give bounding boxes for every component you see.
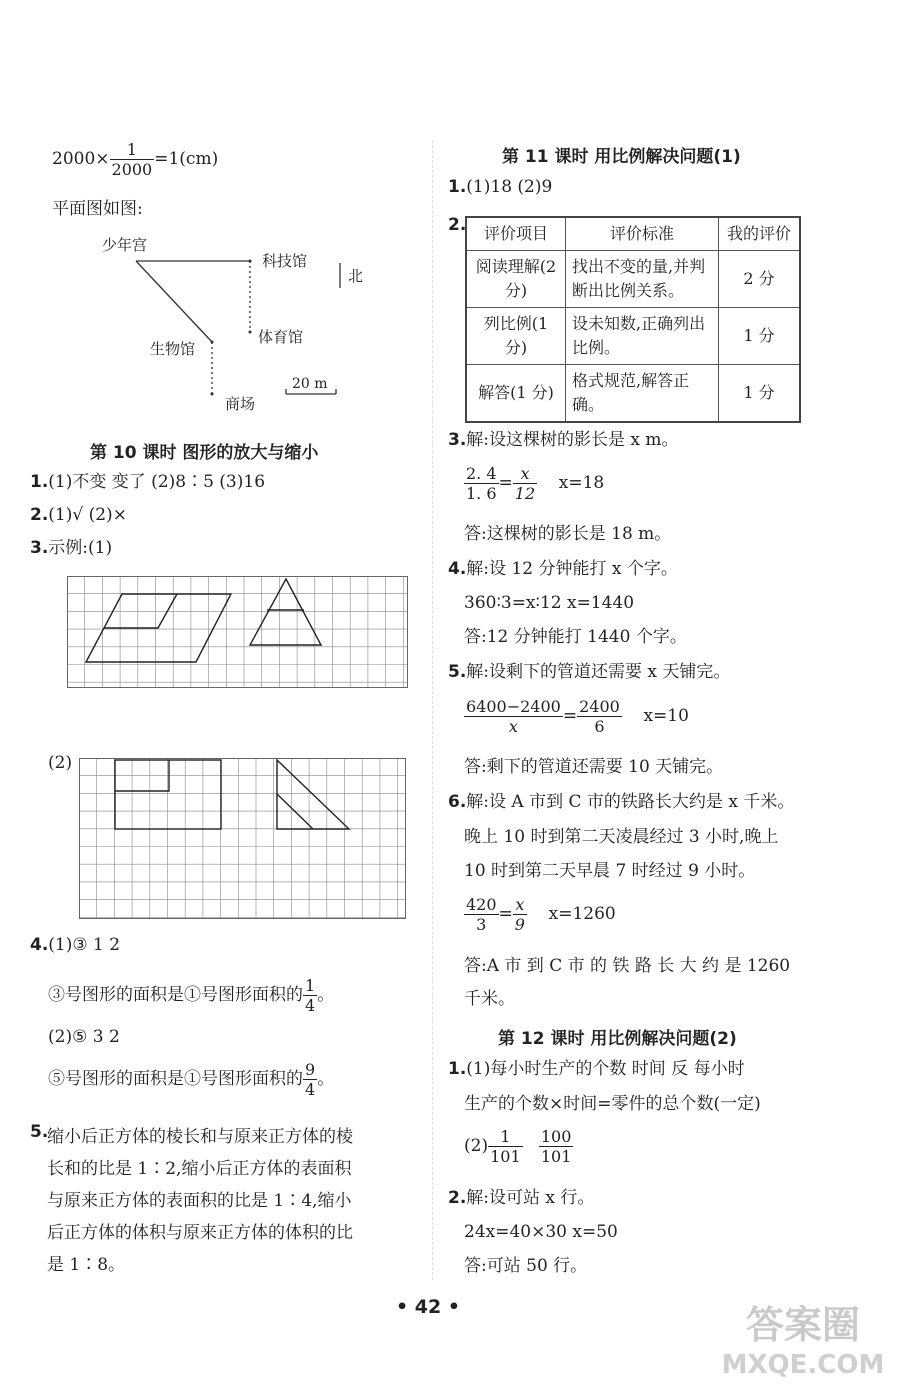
l10-q1: 1.(1)不变 变了 (2)8∶5 (3)16 (30, 472, 266, 492)
row2-item: 列比例(1分) (466, 308, 566, 365)
row2-standard: 设未知数,正确列出比例。 (566, 308, 719, 365)
l12-q1c: (2) $\frac{1}{101}$ $\frac{100}{101}$ (464, 1127, 572, 1166)
l11-q4-eq: 360∶3=x∶12 x=1440 (464, 593, 635, 613)
label-shangchang: 商场 (225, 395, 256, 413)
lesson10-title: 第 10 课时 图形的放大与缩小 (90, 443, 319, 463)
th-item: 评价项目 (466, 217, 566, 251)
l11-q1: 1.(1)18 (2)9 (448, 177, 553, 197)
column-divider (432, 140, 433, 1280)
evaluation-table (465, 216, 801, 423)
l11-q6b: 晚上 10 时到第二天凌晨经过 3 小时,晚上 (464, 827, 779, 847)
l10-q4d: ⑤号图形的面积是①号图形面积的 $\frac{9}{4}$ 。 (48, 1060, 335, 1099)
l11-q2-num: 2. (448, 215, 467, 235)
l12-q1b: 生产的个数×时间=零件的总个数(一定) (464, 1094, 761, 1114)
plan-map (90, 228, 390, 418)
label-shengwuguan: 生物馆 (150, 340, 196, 358)
l10-q4a: 4.(1)③ 1 2 (30, 935, 121, 955)
grid-figure-1 (67, 576, 409, 689)
l11-q5a: 5.解:设剩下的管道还需要 x 天铺完。 (448, 662, 731, 682)
l11-q3-eq: $\frac{2. 4}{1. 6}$ = $\frac{x}{12}$ x=18 (466, 464, 605, 503)
formula-2000: 2000× $\frac{1}{2000}$ =1(cm) (52, 140, 219, 179)
page-number: • 42 • (396, 1296, 460, 1318)
l12-q1a: 1.(1)每小时生产的个数 时间 反 每小时 (448, 1059, 745, 1079)
l11-q4a: 4.解:设 12 分钟能打 x 个字。 (448, 559, 678, 579)
row3-item: 解答(1 分) (466, 365, 566, 423)
row1-item: 阅读理解(2分) (466, 251, 566, 308)
th-standard: 评价标准 (566, 217, 719, 251)
l11-q6-ans1: 答:A 市 到 C 市 的 铁 路 长 大 约 是 1260 (464, 956, 791, 976)
row1-score: 2 分 (719, 251, 801, 308)
l11-q5-ans: 答:剩下的管道还需要 10 天铺完。 (464, 757, 724, 777)
row3-standard: 格式规范,解答正确。 (566, 365, 719, 423)
row3-score: 1 分 (719, 365, 801, 423)
lesson12-title: 第 12 课时 用比例解决问题(2) (498, 1029, 737, 1049)
label-north: 北 (348, 267, 364, 285)
th-mine: 我的评价 (719, 217, 801, 251)
map-line-shaonian-shengwu (136, 261, 212, 342)
watermark-bottom: MXQE.COM (721, 1350, 885, 1380)
l11-q3a: 3.解:设这棵树的影长是 x m。 (448, 430, 679, 450)
l11-q4-ans: 答:12 分钟能打 1440 个字。 (464, 627, 687, 647)
l10-q5-num: 5. (30, 1122, 49, 1142)
l10-q4b: ③号图形的面积是①号图形面积的 $\frac{1}{4}$ 。 (48, 976, 335, 1015)
l12-q2-ans: 答:可站 50 行。 (464, 1256, 588, 1276)
l11-q3-ans: 答:这棵树的影长是 18 m。 (464, 524, 672, 544)
row2-score: 1 分 (719, 308, 801, 365)
l11-q5-eq: $\frac{6400-2400}{x}$ = $\frac{2400}{6}$ x=10 (466, 697, 689, 736)
l10-q3: 3.示例:(1) (30, 538, 113, 558)
label-shaoniangong: 少年宫 (102, 236, 148, 254)
l11-q6-ans2: 千米。 (464, 989, 515, 1009)
label-tiyuguan: 体育馆 (258, 328, 304, 346)
l11-q6c: 10 时到第二天早晨 7 时经过 9 小时。 (464, 861, 756, 881)
l12-q2a: 2.解:设可站 x 行。 (448, 1188, 595, 1208)
l12-q2-eq: 24x=40×30 x=50 (464, 1222, 618, 1242)
l10-q5-text: 缩小后正方体的棱长和与原来正方体的棱 长和的比是 1∶2,缩小后正方体的表面积 与原来正方体的表面积的比是 1∶4,缩小 后正方体的体积与原来正方体的体积的比 是 1∶8。 (47, 1127, 353, 1275)
l11-q6-eq: $\frac{420}{3}$ = $\frac{x}{9}$ x=1260 (466, 895, 616, 934)
l10-q4c: (2)⑤ 3 2 (48, 1027, 120, 1047)
grid-figure-2 (79, 758, 407, 920)
lesson11-title: 第 11 课时 用比例解决问题(1) (502, 147, 741, 167)
l10-q2: 2.(1)√ (2)× (30, 505, 127, 525)
row1-standard: 找出不变的量,并判断出比例关系。 (566, 251, 719, 308)
plan-label: 平面图如图: (52, 199, 143, 219)
l11-q6a: 6.解:设 A 市到 C 市的铁路长大约是 x 千米。 (448, 792, 795, 812)
label-kejiguan: 科技馆 (262, 252, 308, 270)
label-scale: 20 m (292, 376, 328, 392)
watermark-top: 答案圈 (745, 1303, 860, 1347)
q3-part2-label: (2) (48, 753, 73, 773)
